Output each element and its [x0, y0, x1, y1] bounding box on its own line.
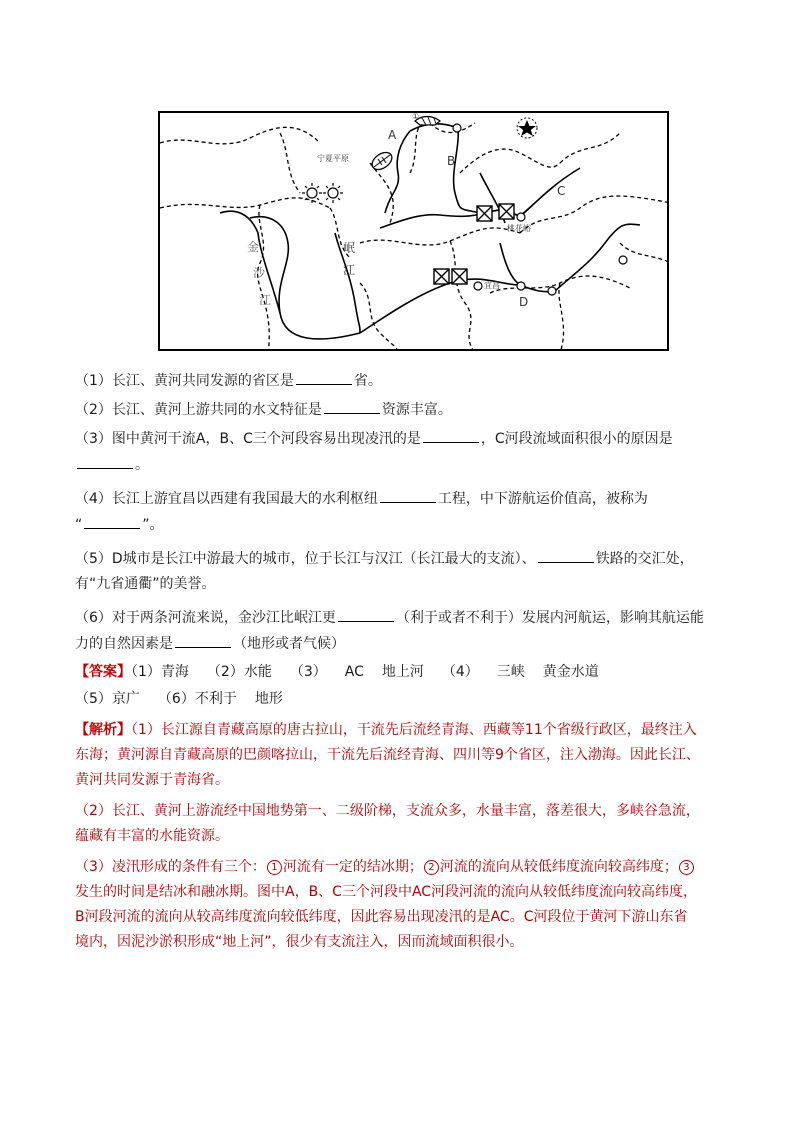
label-A: A: [388, 128, 397, 142]
label-jiang: 江: [259, 293, 272, 307]
question-3-cont: 。: [75, 452, 725, 478]
analysis-p3-line2: 发生的时间是结冰和融冰期。图中A，B、C三个河段中AC河段河流的流向从较低纬度流向较高纬度，: [75, 884, 698, 900]
analysis-p1-line3: 黄河共同发源于青海省。: [75, 772, 229, 788]
label-B: B: [447, 154, 456, 168]
answer-line-2: （5）京广 （6）不利于 地形: [75, 691, 283, 707]
province-boundaries: [160, 118, 669, 351]
c-pointer: [523, 183, 558, 213]
label-taohuayu: 桃花峪: [507, 224, 531, 233]
analysis-p2-line1: （2）长江、黄河上游流经中国地势第一、二级阶梯，支流众多，水量丰富，落差很大，多峡谷急流，: [75, 803, 700, 819]
label-sha: 沙: [253, 266, 266, 280]
answer-blank[interactable]: [338, 605, 394, 622]
answer-blank[interactable]: [296, 368, 352, 385]
label-C: C: [557, 184, 566, 198]
answer-blank[interactable]: [84, 512, 140, 529]
analysis-p2-line2: 蕴藏有丰富的水能资源。: [75, 828, 229, 844]
label-min-jiang: 江: [343, 263, 356, 277]
map-drawing: [160, 113, 669, 351]
answer-blank[interactable]: [175, 631, 231, 648]
question-4-cont: “ ”。: [75, 512, 725, 538]
analysis-p3-line1: （3）凌汛形成的条件有三个： 1 河流有一定的结冰期； 2 河流的流向从较低纬度流向较高纬度； 3: [75, 855, 725, 880]
label-yichang: 宜昌: [484, 281, 500, 290]
answer-blank[interactable]: [423, 426, 479, 443]
rivers: [220, 124, 640, 339]
analysis-p1-line1: 【解析】（1）长江源自青藏高原的唐古拉山，干流先后流经青海、西藏等11个省级行政区，最终注入: [75, 722, 697, 738]
analysis-p1-line2: 东海；黄河源自青藏高原的巴颜喀拉山，干流先后流经青海、四川等9个省区，注入渤海。因此长江、: [75, 747, 700, 763]
answer-blank[interactable]: [77, 452, 133, 469]
leaf-plain-icon: [369, 117, 440, 174]
question-3: （3）图中黄河干流A，B、C三个河段容易出现凌汛的是 ，C河段流域面积很小的原因是: [75, 426, 725, 452]
number-2-icon: 2: [424, 860, 439, 875]
question-6-cont: 力的自然因素是 （地形或者气候）: [75, 631, 725, 657]
question-6: （6）对于两条河流来说，金沙江比岷江更 （利于或者不利于）发展内河航运，影响其航运能: [75, 605, 725, 631]
question-2: （2）长江、黄河上游共同的水文特征是 资源丰富。: [75, 397, 725, 423]
number-3-icon: 3: [679, 860, 694, 875]
question-5: （5）D城市是长江中游最大的城市，位于长江与汉江（长江最大的支流）、 铁路的交汇处，: [75, 546, 725, 572]
answer-line-1: 【答案】（1）青海 （2）水能 （3） AC 地上河 （4） 三峡 黄金水道: [75, 664, 599, 680]
answer-label: 【答案】: [75, 664, 131, 680]
answer-blank[interactable]: [380, 486, 436, 503]
question-content: [75, 368, 725, 955]
answer-blank[interactable]: [324, 397, 380, 414]
analysis-p3-line3: B河段河流的流向从较高纬度流向较低纬度，因此容易出现凌汛的是AC。C河段位于黄河下游山东省: [75, 909, 688, 925]
label-hetao: 宁夏平原: [317, 154, 349, 163]
question-1: （1）长江、黄河共同发源的省区是 省。: [75, 368, 725, 394]
analysis-p3-line4: 境内，因泥沙淤积形成“地上河”，很少有支流注入，因而流域面积很小。: [75, 934, 524, 950]
number-1-icon: 1: [267, 860, 282, 875]
analysis-section: [75, 718, 725, 955]
label-D: D: [519, 295, 529, 309]
river-map: [158, 111, 669, 351]
star-icon: [517, 118, 537, 138]
question-4: （4）长江上游宜昌以西建有我国最大的水利枢纽 工程，中下游航运价值高，被称为: [75, 486, 725, 512]
label-circle-1: ①: [412, 112, 420, 121]
label-jin: 金: [247, 240, 260, 254]
answer-blank[interactable]: [538, 546, 594, 563]
question-5-cont: 有“九省通衢”的美誉。: [75, 576, 216, 592]
label-min: 岷: [343, 241, 356, 255]
